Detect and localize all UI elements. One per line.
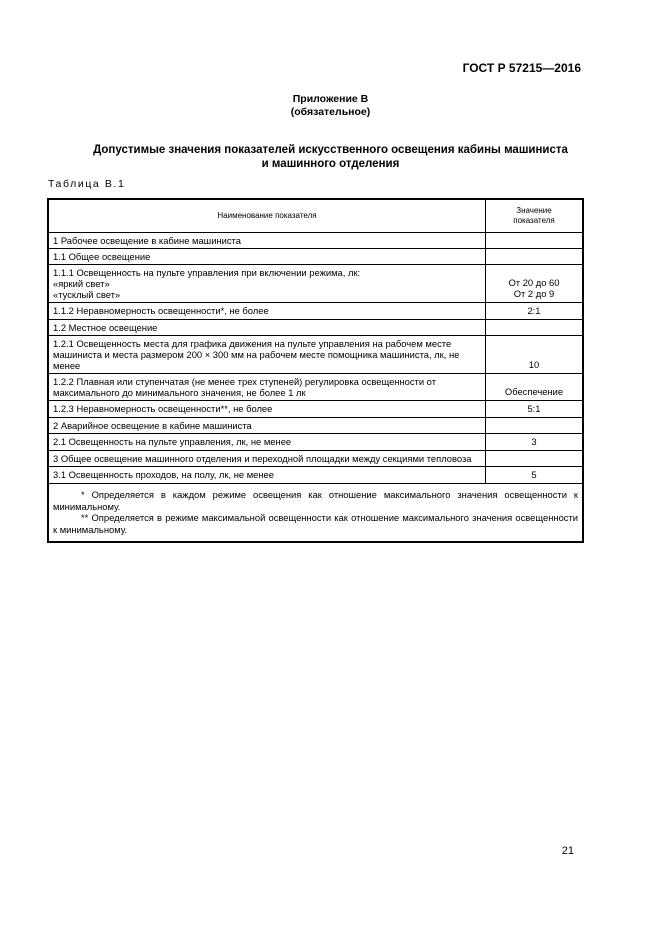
footnote-2: ** Определяется в режиме максимальной освещенности как отношение максимального значения освещенности к минимальному. [53, 512, 578, 535]
row-name-main: 1.1.1 Освещенность на пульте управления при включении режима, лк: [53, 267, 361, 278]
row-value: 2:1 [486, 303, 584, 320]
column-header-name: Наименование показателя [48, 199, 486, 233]
table-row [48, 418, 583, 434]
table-row [48, 265, 583, 303]
row-name: 1.2.2 Плавная или ступенчатая (не менее трех ступеней) регулировка освещенности от максимального до минимального значения, не более 1 лк [48, 374, 486, 401]
title-line-1: Допустимые значения показателей искусственного освещения кабины машиниста [93, 144, 568, 156]
table-notes [48, 484, 583, 543]
row-name: 1 Рабочее освещение в кабине машиниста [48, 233, 486, 249]
row-name: 2 Аварийное освещение в кабине машиниста [48, 418, 486, 434]
row-value [486, 418, 584, 434]
table-header-row [48, 199, 583, 233]
row-name: 1.1 Общее освещение [48, 249, 486, 265]
row-name: 1.2 Местное освещение [48, 320, 486, 336]
row-value: 3 [486, 434, 584, 451]
row-value: 5:1 [486, 401, 584, 418]
table-row [48, 249, 583, 265]
appendix-heading [0, 93, 661, 119]
table-row [48, 374, 583, 401]
row-name: 1.1.2 Неравномерность освещенности*, не более [48, 303, 486, 320]
row-name: 1.2.1 Освещенность места для графика движения на пульте управления на рабочем месте машиниста и места размером 200 × 300 мм на рабочем месте помощника машиниста, лк, не менее [48, 336, 486, 374]
table-caption: Таблица В.1 [48, 178, 126, 190]
table-row [48, 336, 583, 374]
row-name: 2.1 Освещенность на пульте управления, лк, не менее [48, 434, 486, 451]
column-header-value-line-2: показателя [513, 216, 555, 225]
page-title [40, 143, 621, 171]
row-value: 5 [486, 467, 584, 484]
table-row [48, 401, 583, 418]
row-value: 10 [486, 336, 584, 374]
title-line-2: и машинного отделения [261, 158, 400, 170]
table-row [48, 451, 583, 467]
row-value [486, 451, 584, 467]
row-value [486, 249, 584, 265]
row-name-sub-bright: «яркий свет» [53, 278, 110, 289]
document-code: ГОСТ Р 57215—2016 [462, 61, 581, 75]
table-row [48, 320, 583, 336]
page-number: 21 [561, 845, 574, 857]
table-row [48, 434, 583, 451]
row-name [48, 265, 486, 303]
column-header-value-line-1: Значение [516, 206, 552, 215]
row-value [486, 233, 584, 249]
column-header-value [486, 199, 584, 233]
row-name: 3 Общее освещение машинного отделения и переходной площадки между секциями тепловоза [48, 451, 486, 467]
row-name: 3.1 Освещенность проходов, на полу, лк, не менее [48, 467, 486, 484]
row-name-sub-dim: «тусклый свет» [53, 289, 121, 300]
table-notes-row [48, 484, 583, 543]
appendix-status: (обязательное) [290, 106, 371, 118]
appendix-label: Приложение В [292, 93, 369, 105]
footnote-1: * Определяется в каждом режиме освещения как отношение максимального значения освещенности к минимальному. [53, 489, 578, 512]
row-value: Обеспечение [486, 374, 584, 401]
row-value [486, 265, 584, 303]
row-name: 1.2.3 Неравномерность освещенности**, не более [48, 401, 486, 418]
table-row [48, 467, 583, 484]
table-row [48, 303, 583, 320]
row-value-bright: От 20 до 60 [508, 277, 560, 288]
indicators-table [47, 198, 584, 543]
row-value-dim: От 2 до 9 [513, 288, 555, 299]
table-row [48, 233, 583, 249]
row-value [486, 320, 584, 336]
